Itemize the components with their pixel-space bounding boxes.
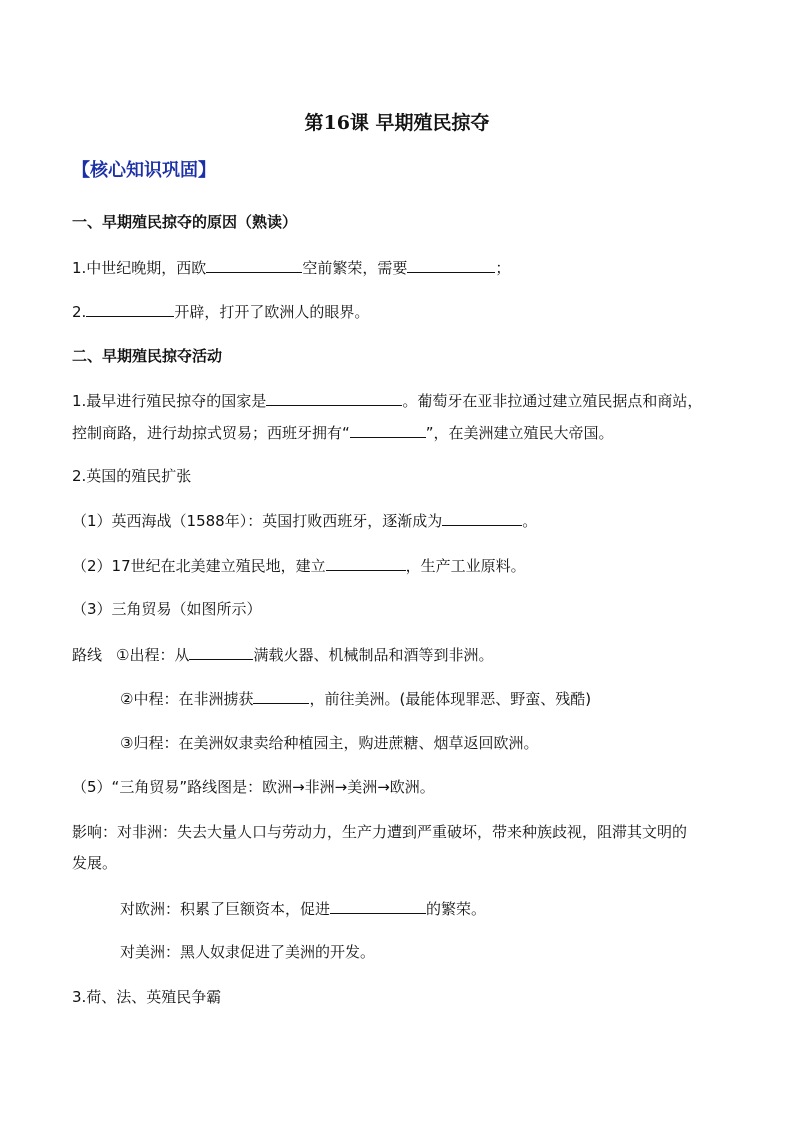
s2-sub1-post: 。 xyxy=(522,512,538,530)
s2-item1-line1 xyxy=(72,390,702,411)
fill-blank[interactable] xyxy=(350,422,426,438)
s2-sub2-post: ，生产工业原料。 xyxy=(405,557,526,575)
fill-blank[interactable] xyxy=(189,644,253,660)
fill-blank[interactable] xyxy=(266,390,402,406)
s2-sub1 xyxy=(72,510,537,531)
fill-blank[interactable] xyxy=(442,510,522,526)
s1-item1-pre: 1.中世纪晚期，西欧 xyxy=(72,259,207,277)
s2-item1-pre: 1.最早进行殖民掠夺的国家是 xyxy=(72,392,267,410)
route2-pre: ②中程：在非洲掳获 xyxy=(120,690,254,708)
s1-item2-pre: 2. xyxy=(72,303,87,321)
impact-europe-pre: 对欧洲：积累了巨额资本，促进 xyxy=(120,900,331,918)
s2-item3-heading: 3.荷、法、英殖民争霸 xyxy=(72,988,222,1006)
s2-sub1-pre: （1）英西海战（1588年）：英国打败西班牙，逐渐成为 xyxy=(72,512,443,530)
s2-item2-heading: 2.英国的殖民扩张 xyxy=(72,467,192,485)
fill-blank[interactable] xyxy=(330,898,426,914)
s2-sub3: （3）三角贸易（如图所示） xyxy=(72,600,262,618)
route-line3: ③归程：在美洲奴隶卖给种植园主，购进蔗糖、烟草返回欧洲。 xyxy=(120,734,539,752)
s1-item1-mid: 空前繁荣，需要 xyxy=(302,259,408,277)
s2-item1-post: 。葡萄牙在亚非拉通过建立殖民据点和商站， xyxy=(402,392,703,410)
s1-item2 xyxy=(72,301,369,322)
section1-heading: 一、早期殖民掠夺的原因（熟读） xyxy=(72,213,298,231)
s1-item1 xyxy=(72,257,510,278)
section-banner: 【核心知识巩固】 xyxy=(72,160,216,181)
fill-blank[interactable] xyxy=(253,688,309,704)
impact-africa-line1: 影响：对非洲：失去大量人口与劳动力，生产力遭到严重破坏，带来种族歧视，阻滞其文明的 xyxy=(72,823,688,841)
route2-post: ，前往美洲。(最能体现罪恶、野蛮、残酷) xyxy=(309,690,592,708)
s2-sub2-pre: （2）17世纪在北美建立殖民地，建立 xyxy=(72,557,326,575)
fill-blank[interactable] xyxy=(206,257,302,273)
s2-sub5: （5）“三角贸易”路线图是：欧洲→非洲→美洲→欧洲。 xyxy=(72,778,435,796)
impact-europe-post: 的繁荣。 xyxy=(426,900,487,918)
impact-africa-line2: 发展。 xyxy=(72,854,118,872)
s1-item2-post: 开辟，打开了欧洲人的眼界。 xyxy=(174,303,370,321)
s2-item1-line2 xyxy=(72,422,614,443)
s2-item1-line2-pre: 控制商路，进行劫掠式贸易；西班牙拥有“ xyxy=(72,424,350,442)
section2-heading: 二、早期殖民掠夺活动 xyxy=(72,347,223,365)
fill-blank[interactable] xyxy=(407,257,495,273)
route-line1 xyxy=(72,644,493,665)
impact-europe xyxy=(120,898,486,919)
s2-sub2 xyxy=(72,555,526,576)
impact-america: 对美洲：黑人奴隶促进了美洲的开发。 xyxy=(120,943,376,961)
route1-post: 满载火器、机械制品和酒等到非洲。 xyxy=(253,646,494,664)
route1-pre: ①出程：从 xyxy=(116,646,190,664)
s2-item1-line2-post: ”，在美洲建立殖民大帝国。 xyxy=(425,424,614,442)
route-line2 xyxy=(120,688,591,709)
fill-blank[interactable] xyxy=(326,555,406,571)
s1-item1-post: ； xyxy=(495,259,511,277)
route-label: 路线 xyxy=(72,646,103,664)
fill-blank[interactable] xyxy=(86,301,174,317)
page-title: 第16课 早期殖民掠夺 xyxy=(304,112,490,134)
